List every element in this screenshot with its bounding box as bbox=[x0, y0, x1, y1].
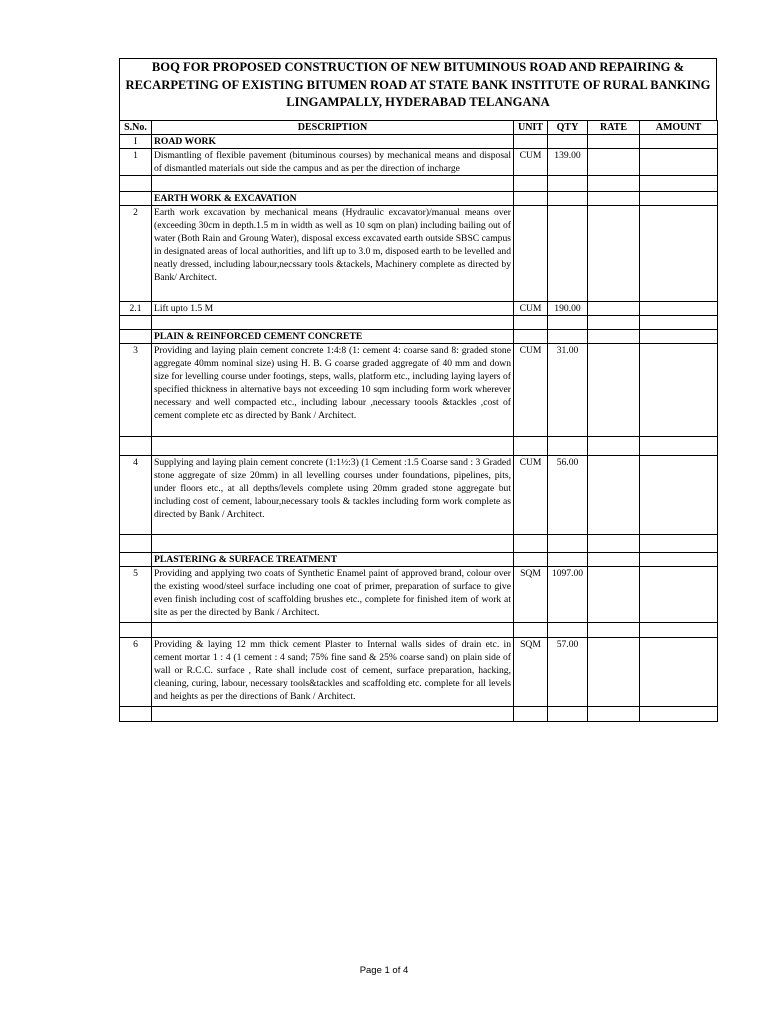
rate-cell bbox=[588, 638, 640, 707]
qty-cell: 57.00 bbox=[548, 638, 588, 707]
blank-cell bbox=[640, 623, 718, 638]
unit-cell bbox=[514, 330, 548, 344]
rate-cell bbox=[588, 567, 640, 623]
blank-cell bbox=[548, 437, 588, 456]
sno-cell: 5 bbox=[120, 567, 152, 623]
blank-cell bbox=[514, 623, 548, 638]
blank-cell bbox=[514, 535, 548, 553]
unit-cell bbox=[514, 553, 548, 567]
blank-cell bbox=[120, 535, 152, 553]
qty-cell bbox=[548, 553, 588, 567]
blank-cell bbox=[152, 437, 514, 456]
amount-cell bbox=[640, 567, 718, 623]
sno-cell bbox=[120, 192, 152, 206]
blank-cell bbox=[588, 535, 640, 553]
unit-cell: CUM bbox=[514, 344, 548, 437]
blank-cell bbox=[640, 437, 718, 456]
blank-row bbox=[120, 623, 718, 638]
qty-cell bbox=[548, 135, 588, 149]
blank-cell bbox=[640, 707, 718, 722]
description-cell: Providing and laying plain cement concrete 1:4:8 (1: cement 4: coarse sand 8: graded stone aggregate 40mm nominal size) using H. B. G coarse graded aggregate of 40 mm and down size for levelling course under footings, steps, walls, platform etc., including laying layers of specified thickness in alternative bays not exceeding 10 sqm including form work wherever necessary and well compacted etc., including labour ,necessary toools &tackles ,cost of cement complete etc as directed by Bank / Architect. bbox=[152, 344, 514, 437]
document-title bbox=[119, 58, 717, 120]
blank-cell bbox=[152, 707, 514, 722]
table-row bbox=[120, 344, 718, 437]
unit-cell: CUM bbox=[514, 149, 548, 176]
qty-cell: 31.00 bbox=[548, 344, 588, 437]
unit-cell bbox=[514, 192, 548, 206]
blank-cell bbox=[548, 316, 588, 330]
sno-cell: 4 bbox=[120, 456, 152, 535]
title-line-1: BOQ FOR PROPOSED CONSTRUCTION OF NEW BITUMINOUS ROAD AND REPAIRING & bbox=[151, 60, 685, 74]
sno-cell: 1 bbox=[120, 149, 152, 176]
blank-cell bbox=[588, 623, 640, 638]
sno-cell bbox=[120, 330, 152, 344]
blank-cell bbox=[120, 623, 152, 638]
qty-cell: 1097.00 bbox=[548, 567, 588, 623]
blank-row bbox=[120, 535, 718, 553]
amount-cell bbox=[640, 553, 718, 567]
boq-sheet bbox=[119, 58, 717, 722]
boq-table-body bbox=[120, 135, 718, 722]
sno-cell: 2 bbox=[120, 206, 152, 302]
blank-row bbox=[120, 176, 718, 192]
table-row bbox=[120, 456, 718, 535]
blank-cell bbox=[120, 437, 152, 456]
amount-cell bbox=[640, 206, 718, 302]
description-cell: Lift upto 1.5 M bbox=[152, 302, 514, 316]
unit-cell: CUM bbox=[514, 456, 548, 535]
qty-cell: 139.00 bbox=[548, 149, 588, 176]
blank-cell bbox=[514, 176, 548, 192]
blank-cell bbox=[152, 623, 514, 638]
qty-cell: 190.00 bbox=[548, 302, 588, 316]
col-sno-header: S.No. bbox=[120, 121, 152, 135]
section-heading-row bbox=[120, 192, 718, 206]
amount-cell bbox=[640, 330, 718, 344]
description-cell: Supplying and laying plain cement concrete (1:1½:3) (1 Cement :1.5 Coarse sand : 3 Graded stone aggregate of size 20mm) in all levelling courses under foundations, pipelines, pits, under floors etc., at all depths/levels complete using 20mm graded stone aggregate but including cost of cement, labour,necessary tools & tackles including form work complete as directed by Bank / Architect. bbox=[152, 456, 514, 535]
sno-cell: I bbox=[120, 135, 152, 149]
blank-cell bbox=[120, 316, 152, 330]
rate-cell bbox=[588, 135, 640, 149]
amount-cell bbox=[640, 135, 718, 149]
description-cell: Providing & laying 12 mm thick cement Plaster to Internal walls sides of drain etc. in cement mortar 1 : 4 (1 cement : 4 sand; 75% fine sand & 25% coarse sand) on plain side of wall or R.C.C. surface , Rate shall include cost of cement, surface preparation, hacking, cleaning, curing, labour, necessary tools&tackles and scaffolding etc. complete for all levels and heights as per the directions of Bank / Architect. bbox=[152, 638, 514, 707]
amount-cell bbox=[640, 149, 718, 176]
section-heading-row bbox=[120, 135, 718, 149]
blank-cell bbox=[514, 707, 548, 722]
blank-cell bbox=[588, 707, 640, 722]
col-description-header: DESCRIPTION bbox=[152, 121, 514, 135]
blank-cell bbox=[640, 316, 718, 330]
qty-cell bbox=[548, 330, 588, 344]
table-row bbox=[120, 206, 718, 302]
amount-cell bbox=[640, 302, 718, 316]
blank-cell bbox=[120, 176, 152, 192]
blank-row bbox=[120, 316, 718, 330]
rate-cell bbox=[588, 206, 640, 302]
qty-cell bbox=[548, 192, 588, 206]
amount-cell bbox=[640, 638, 718, 707]
rate-cell bbox=[588, 330, 640, 344]
amount-cell bbox=[640, 344, 718, 437]
table-header-row bbox=[120, 121, 718, 135]
section-heading-row bbox=[120, 330, 718, 344]
rate-cell bbox=[588, 553, 640, 567]
blank-row bbox=[120, 437, 718, 456]
blank-row bbox=[120, 707, 718, 722]
section-heading-row bbox=[120, 553, 718, 567]
blank-cell bbox=[548, 707, 588, 722]
unit-cell: SQM bbox=[514, 638, 548, 707]
boq-table bbox=[119, 120, 718, 722]
qty-cell: 56.00 bbox=[548, 456, 588, 535]
col-unit-header: UNIT bbox=[514, 121, 548, 135]
sno-cell: 6 bbox=[120, 638, 152, 707]
rate-cell bbox=[588, 302, 640, 316]
rate-cell bbox=[588, 149, 640, 176]
blank-cell bbox=[514, 437, 548, 456]
description-cell: ROAD WORK bbox=[152, 135, 514, 149]
description-cell: PLAIN & REINFORCED CEMENT CONCRETE bbox=[152, 330, 514, 344]
description-cell: Providing and applying two coats of Synthetic Enamel paint of approved brand, colour over the existing wood/steel surface including one coat of primer, preparation of surface to give even finish including cost of scaffolding brushes etc., complete for finished item of work at site as per the directed by Bank / Architect. bbox=[152, 567, 514, 623]
amount-cell bbox=[640, 456, 718, 535]
blank-cell bbox=[588, 176, 640, 192]
blank-cell bbox=[548, 623, 588, 638]
blank-cell bbox=[640, 535, 718, 553]
unit-cell bbox=[514, 135, 548, 149]
amount-cell bbox=[640, 192, 718, 206]
rate-cell bbox=[588, 192, 640, 206]
table-row bbox=[120, 638, 718, 707]
title-line-3: LINGAMPALLY, HYDERABAD TELANGANA bbox=[286, 95, 550, 109]
sno-cell: 3 bbox=[120, 344, 152, 437]
table-row bbox=[120, 567, 718, 623]
table-row bbox=[120, 302, 718, 316]
description-cell: EARTH WORK & EXCAVATION bbox=[152, 192, 514, 206]
blank-cell bbox=[152, 316, 514, 330]
qty-cell bbox=[548, 206, 588, 302]
sno-cell: 2.1 bbox=[120, 302, 152, 316]
sno-cell bbox=[120, 553, 152, 567]
blank-cell bbox=[514, 316, 548, 330]
unit-cell bbox=[514, 206, 548, 302]
title-line-2: RECARPETING OF EXISTING BITUMEN ROAD AT STATE BANK INSTITUTE OF RURAL BANKING bbox=[125, 77, 711, 92]
col-amount-header: AMOUNT bbox=[640, 121, 718, 135]
blank-cell bbox=[152, 535, 514, 553]
blank-cell bbox=[548, 535, 588, 553]
col-qty-header: QTY bbox=[548, 121, 588, 135]
blank-cell bbox=[152, 176, 514, 192]
col-rate-header: RATE bbox=[588, 121, 640, 135]
table-row bbox=[120, 149, 718, 176]
blank-cell bbox=[120, 707, 152, 722]
rate-cell bbox=[588, 456, 640, 535]
blank-cell bbox=[640, 176, 718, 192]
blank-cell bbox=[588, 316, 640, 330]
unit-cell: SQM bbox=[514, 567, 548, 623]
rate-cell bbox=[588, 344, 640, 437]
description-cell: Dismantling of flexible pavement (bituminous courses) by mechanical means and disposal of dismantled materials out side the campus and as per the direction of incharge bbox=[152, 149, 514, 176]
description-cell: Earth work excavation by mechanical means (Hydraulic excavator)/manual means over (exceeding 30cm in depth.1.5 m in width as well as 10 sqm on plan) including bailing out of water (Both Rain and Groung Water), disposal excess excavated earth outside SBSC campus in designated areas of local authorities, and lift up to 3.0 m, disposed earth to be levelled and neatly dressed, including labour,necssary tools &tackels, Machinery complete as directed by Bank/ Architect. bbox=[152, 206, 514, 302]
description-cell: PLASTERING & SURFACE TREATMENT bbox=[152, 553, 514, 567]
blank-cell bbox=[588, 437, 640, 456]
blank-cell bbox=[548, 176, 588, 192]
unit-cell: CUM bbox=[514, 302, 548, 316]
page-footer: Page 1 of 4 bbox=[359, 965, 409, 976]
